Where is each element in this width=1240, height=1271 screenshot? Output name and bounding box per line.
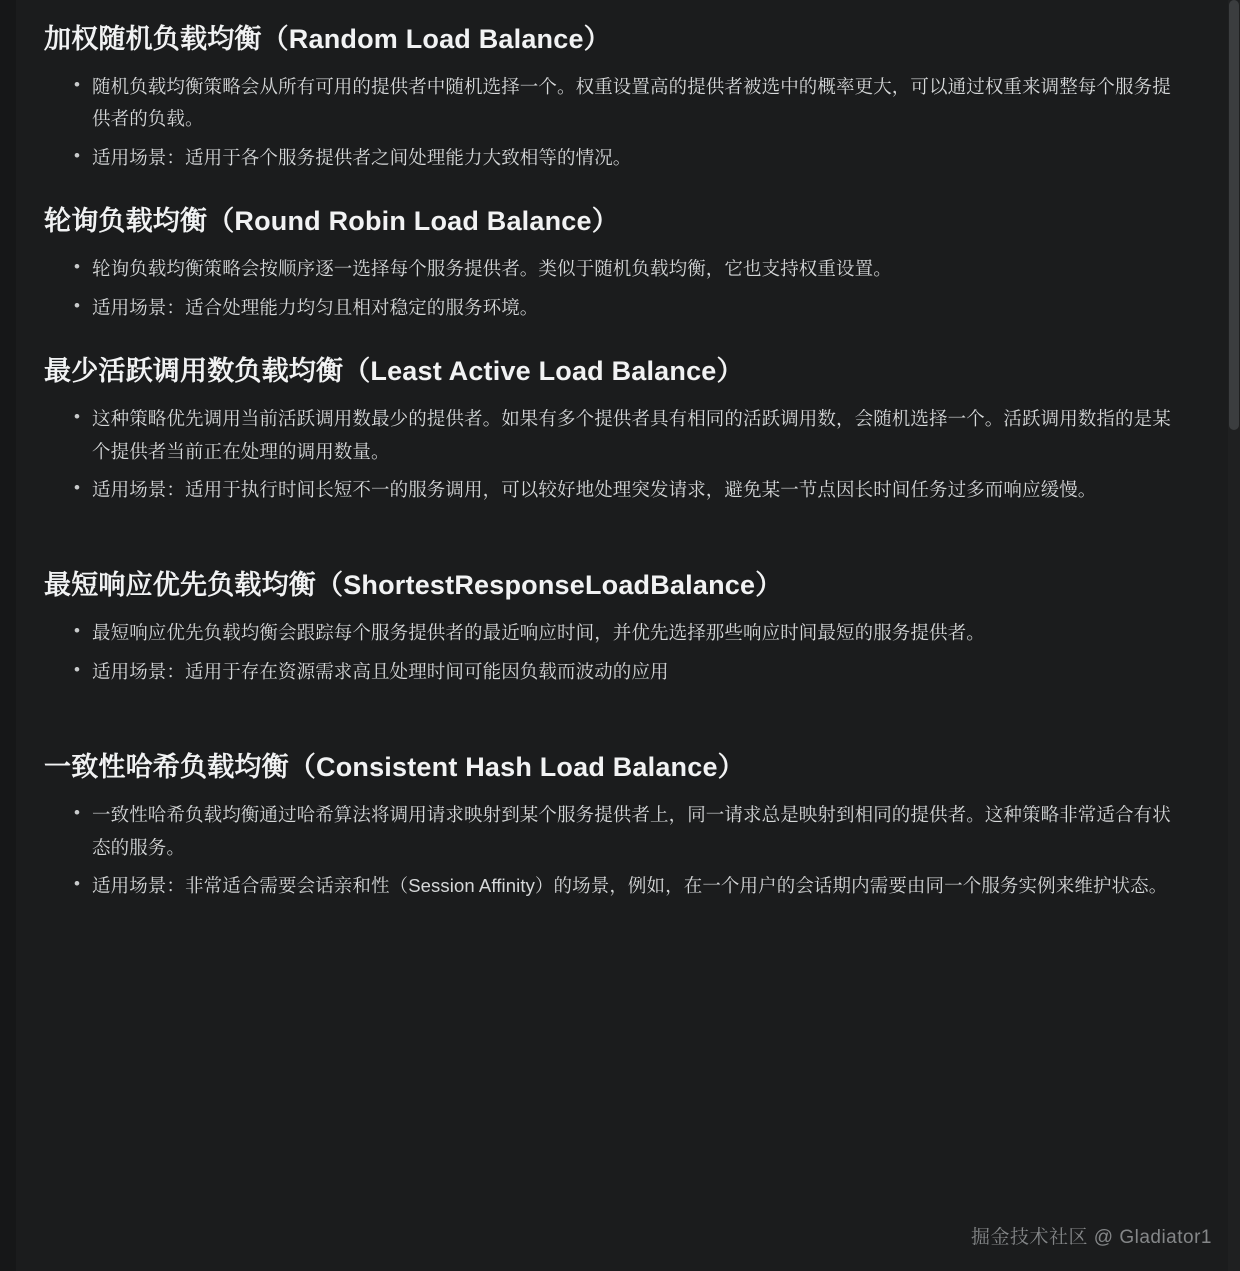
- list-item: • 适用场景：适用于各个服务提供者之间处理能力大致相等的情况。: [74, 142, 1188, 174]
- scrollbar-thumb[interactable]: [1229, 0, 1239, 430]
- list-item: • 这种策略优先调用当前活跃调用数最少的提供者。如果有多个提供者具有相同的活跃调用数，会随机选择一个。活跃调用数指的是某个提供者当前正在处理的调用数量。: [74, 403, 1188, 468]
- section-title: 加权随机负载均衡（Random Load Balance）: [44, 24, 611, 54]
- vertical-scrollbar[interactable]: [1228, 0, 1240, 1271]
- section-least-active-load-balance: [44, 354, 1188, 506]
- section-round-robin-load-balance: [44, 204, 1188, 324]
- list-item: • 随机负载均衡策略会从所有可用的提供者中随机选择一个。权重设置高的提供者被选中的概率更大，可以通过权重来调整每个服务提供者的负载。: [74, 71, 1188, 136]
- list-item: • 轮询负载均衡策略会按顺序逐一选择每个服务提供者。类似于随机负载均衡，它也支持权重设置。: [74, 253, 1188, 285]
- list-item: • 适用场景：适合处理能力均匀且相对稳定的服务环境。: [74, 292, 1188, 324]
- section-title: 最少活跃调用数负载均衡（Least Active Load Balance）: [44, 356, 744, 387]
- bullet-list: [44, 71, 1188, 174]
- bullet-list: [44, 403, 1188, 506]
- list-item: • 最短响应优先负载均衡会跟踪每个服务提供者的最近响应时间，并优先选择那些响应时间最短的服务提供者。: [74, 617, 1188, 649]
- section-title: 轮询负载均衡（Round Robin Load Balance）: [44, 206, 619, 237]
- section-random-load-balance: [44, 22, 1188, 174]
- section-title: 最短响应优先负载均衡（ShortestResponseLoadBalance）: [44, 570, 783, 601]
- bullet-list: [44, 253, 1188, 324]
- list-item: • 适用场景：适用于存在资源需求高且处理时间可能因负载而波动的应用: [74, 656, 1188, 688]
- list-item: • 适用场景：非常适合需要会话亲和性（Session Affinity）的场景，例如，在一个用户的会话期内需要由同一个服务实例来维护状态。: [74, 870, 1188, 902]
- left-gutter: [0, 0, 16, 1271]
- document-body: [16, 0, 1228, 1271]
- section-shortest-response-load-balance: [44, 568, 1188, 688]
- watermark: 掘金技术社区 @ Gladiator1: [970, 1227, 1212, 1248]
- section-title: 一致性哈希负载均衡（Consistent Hash Load Balance）: [44, 752, 745, 783]
- bullet-list: [44, 617, 1188, 688]
- section-consistent-hash-load-balance: [44, 750, 1188, 902]
- list-item: • 适用场景：适用于执行时间长短不一的服务调用，可以较好地处理突发请求，避免某一节点因长时间任务过多而响应缓慢。: [74, 474, 1188, 506]
- list-item: • 一致性哈希负载均衡通过哈希算法将调用请求映射到某个服务提供者上，同一请求总是映射到相同的提供者。这种策略非常适合有状态的服务。: [74, 799, 1188, 864]
- bullet-list: [44, 799, 1188, 902]
